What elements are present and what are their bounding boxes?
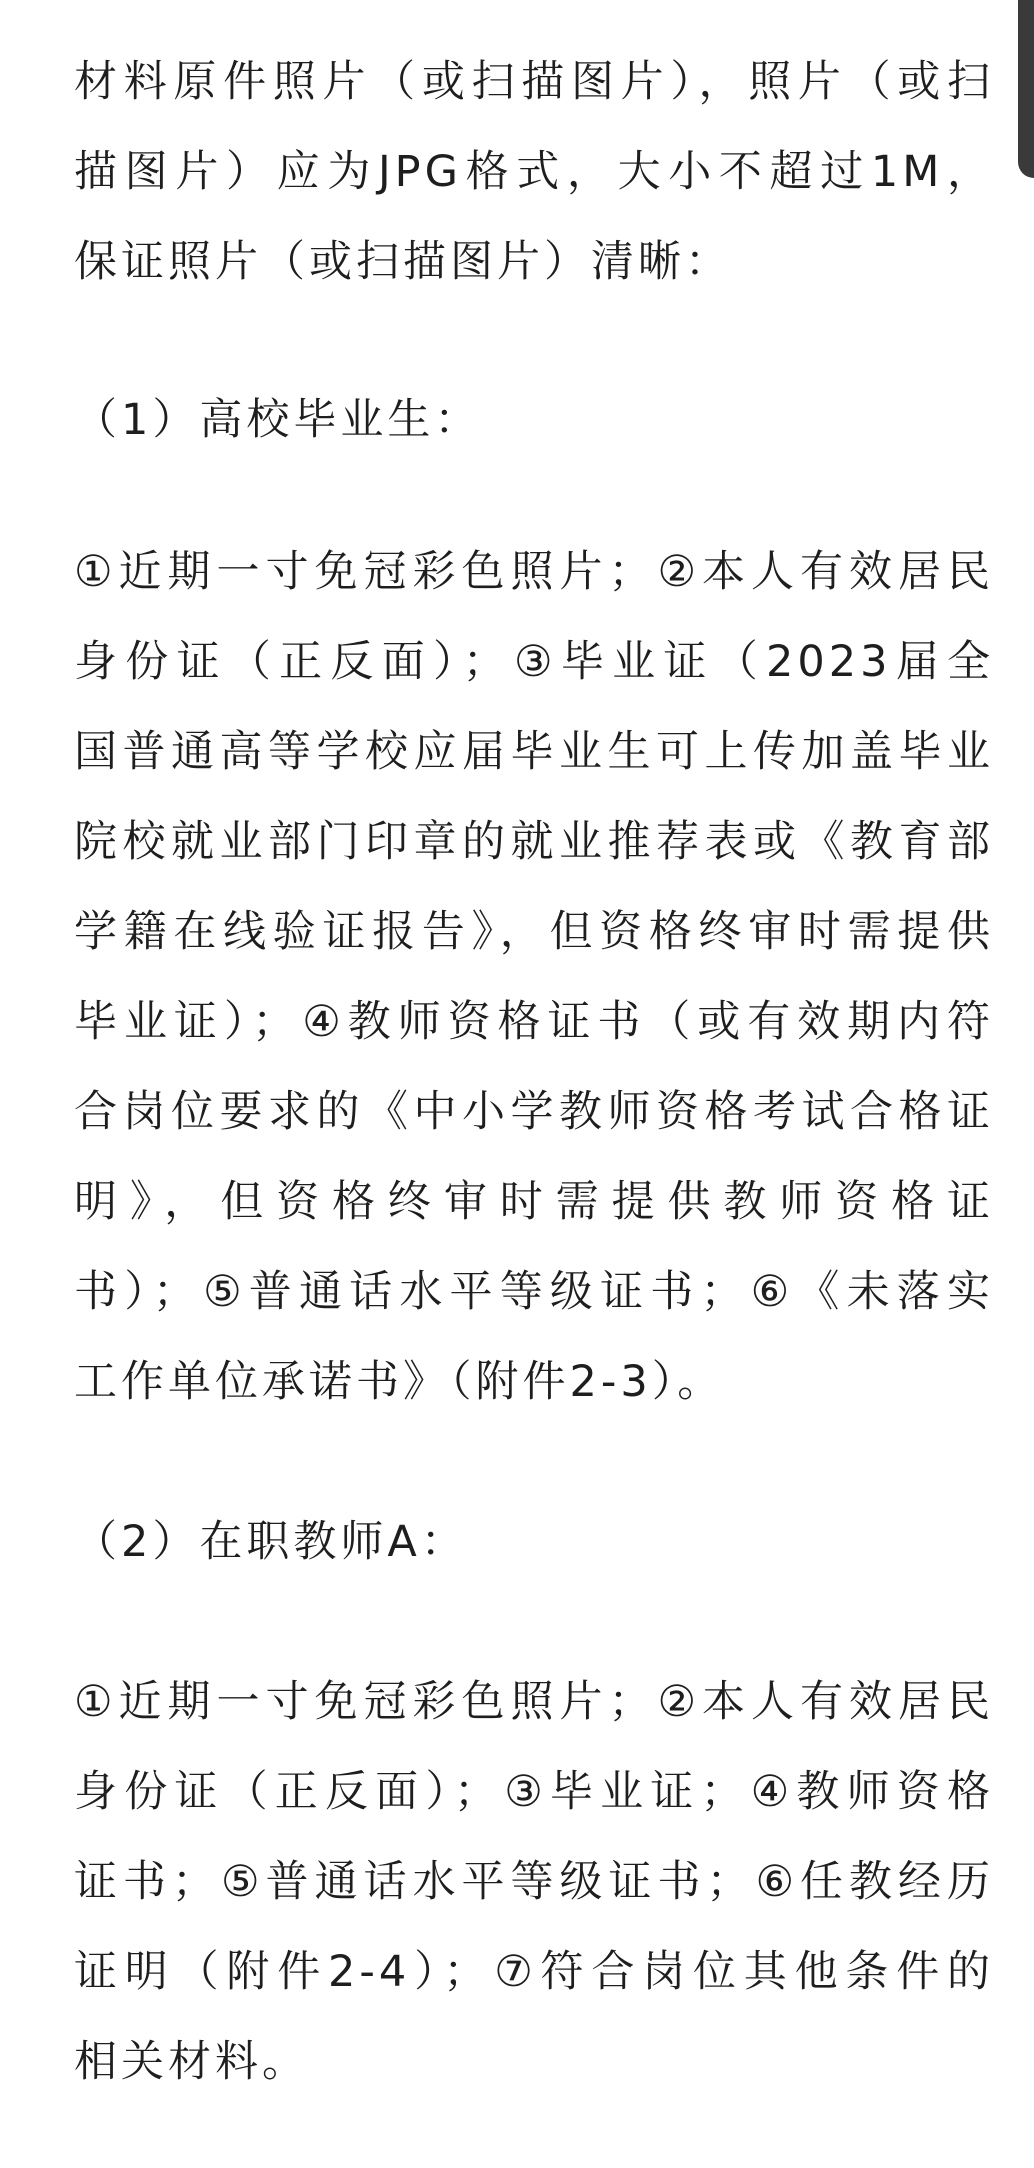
paragraph-line: ①近期一寸免冠彩色照片；②本人有效居民 (74, 547, 994, 597)
paragraph-line: 身份证（正反面）；③毕业证（2023届全 (74, 637, 994, 687)
paragraph-line: ①近期一寸免冠彩色照片；②本人有效居民 (74, 1677, 994, 1727)
paragraph-line: 证明（附件2-4）；⑦符合岗位其他条件的 (74, 1947, 994, 1997)
paragraph-line: 书）；⑤普通话水平等级证书；⑥《未落实 (74, 1267, 994, 1317)
paragraph-line: 学籍在线验证报告》，但资格终审时需提供 (74, 907, 994, 957)
paragraph-line: 描图片）应为JPG格式，大小不超过1M， (74, 147, 994, 197)
paragraph-line: 合岗位要求的《中小学教师资格考试合格证 (74, 1087, 994, 1137)
paragraph-line: 院校就业部门印章的就业推荐表或《教育部 (74, 817, 994, 867)
paragraph-line: 工作单位承诺书》（附件2-3）。 (74, 1357, 725, 1407)
section-heading: （2）在职教师A： (74, 1517, 468, 1567)
paragraph-line: 相关材料。 (74, 2037, 309, 2087)
paragraph-line: 身份证（正反面）；③毕业证；④教师资格 (74, 1767, 994, 1817)
paragraph-line: 毕业证）；④教师资格证书（或有效期内符 (74, 997, 994, 1047)
paragraph-line: 保证照片（或扫描图片）清晰： (74, 237, 732, 287)
section-heading: （1）高校毕业生： (74, 395, 482, 445)
paragraph-line: 材料原件照片（或扫描图片），照片（或扫 (74, 57, 994, 107)
paragraph-line: 国普通高等学校应届毕业生可上传加盖毕业 (74, 727, 994, 777)
scrollbar-thumb[interactable] (1018, 0, 1034, 178)
paragraph-line: 证书；⑤普通话水平等级证书；⑥任教经历 (74, 1857, 994, 1907)
paragraph-line: 明》，但资格终审时需提供教师资格证 (74, 1177, 994, 1227)
